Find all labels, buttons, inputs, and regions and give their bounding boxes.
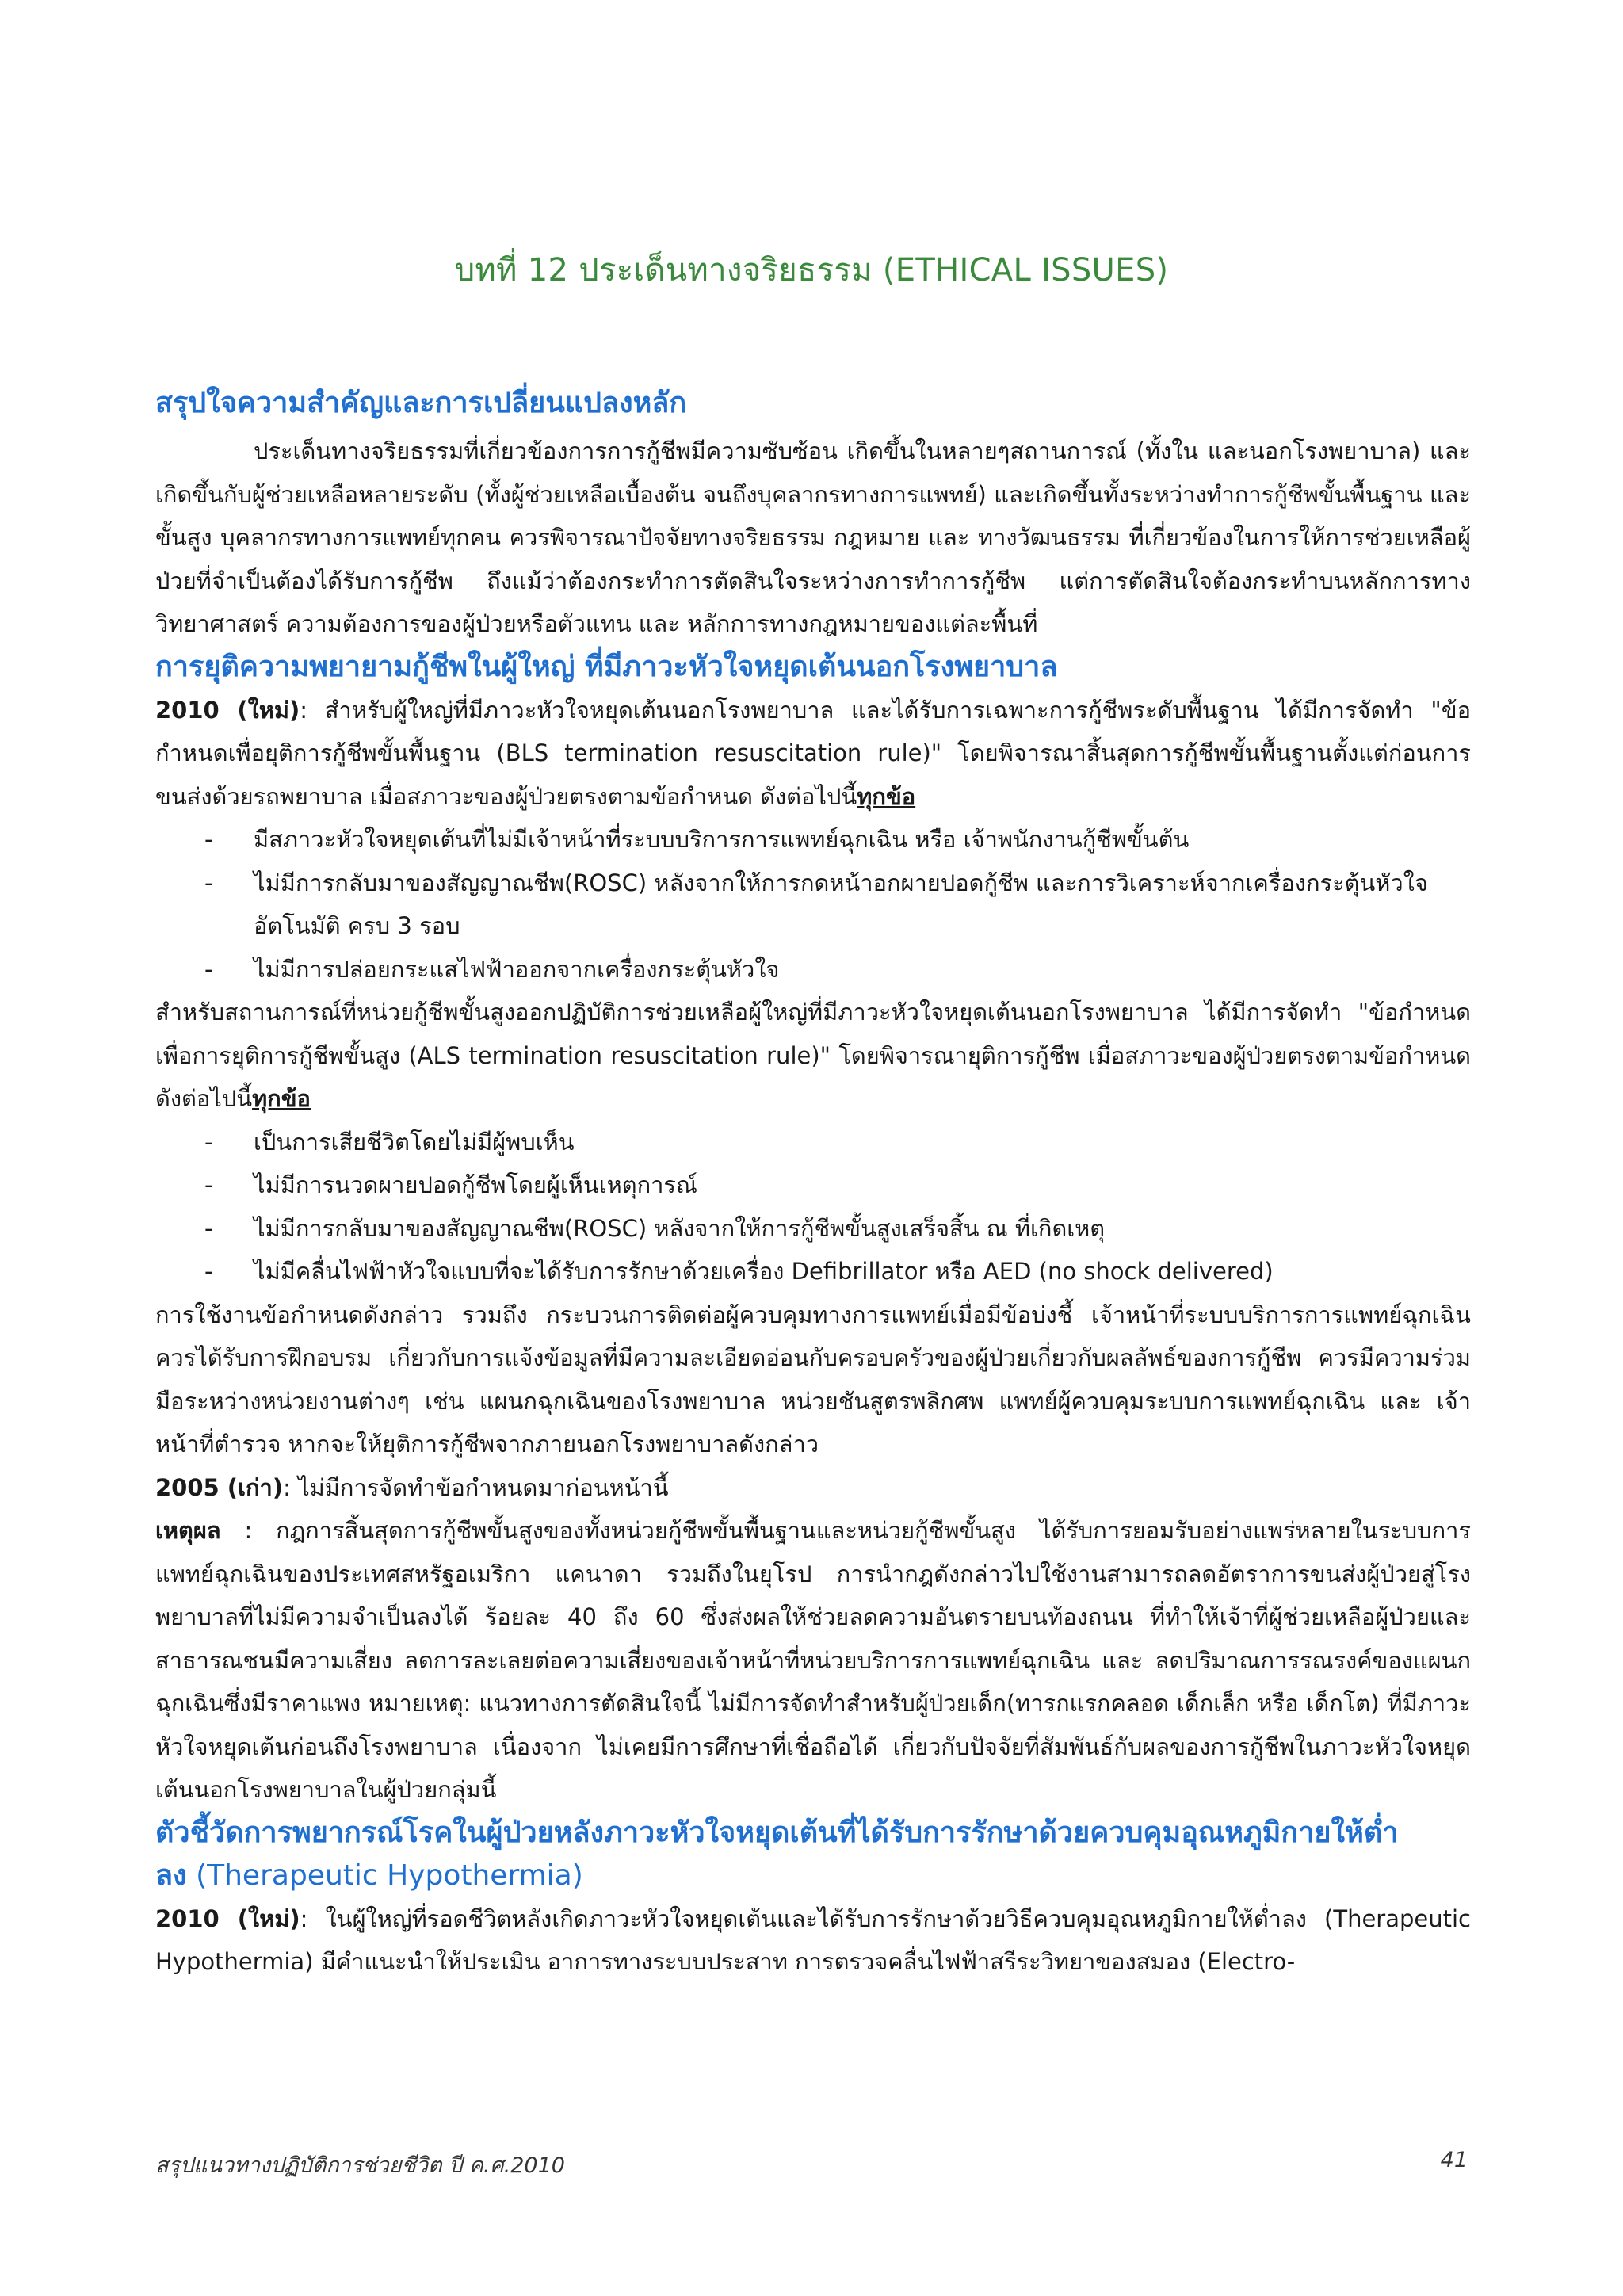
list-dash: -	[204, 955, 213, 983]
als-criteria-list	[155, 1121, 1471, 1293]
list-item: - ไม่มีการกลับมาของสัญญาณชีพ(ROSC) หลังจากให้การกู้ชีพขั้นสูงเสร็จสิ้น ณ ที่เกิดเหตุ	[155, 1207, 1471, 1251]
hypothermia-paragraph: 2010 (ใหม่): ในผู้ใหญ่ที่รอดชีวิตหลังเกิดภาวะหัวใจหยุดเต้นและได้รับการรักษาด้วยวิธีควบคุมอุณหภูมิกายให้ต่ำลง (Therapeutic Hypothermia) มีคำแนะนำให้ประเมิน อาการทางระบบประสาท การตรวจคลื่นไฟฟ้าสรีระวิทยาของสมอง (Electro-	[155, 1904, 1471, 1975]
all-criteria-emphasis: ทุกข้อ	[252, 1085, 311, 1112]
als-rule-paragraph	[155, 991, 1471, 1121]
list-item: - ไม่มีการปล่อยกระแสไฟฟ้าออกจากเครื่องกระตุ้นหัวใจ	[155, 948, 1471, 991]
list-dash: -	[204, 1214, 213, 1242]
bls-rule-paragraph	[155, 689, 1471, 819]
page-body	[155, 382, 1471, 1984]
old-2005-paragraph: 2005 (เก่า): ไม่มีการจัดทำข้อกำหนดมาก่อนหน้านี้	[155, 1473, 669, 1501]
old-2005-label: 2005 (เก่า)	[155, 1473, 284, 1501]
all-criteria-emphasis: ทุกข้อ	[857, 782, 916, 810]
list-dash: -	[204, 869, 213, 896]
section-heading-prognosis: ตัวชี้วัดการพยากรณ์โรคในผู้ป่วยหลังภาวะหัวใจหยุดเต้นที่ได้รับการรักษาด้วยควบคุมอุณหภูมิกายให้ต่ำ ลง (Therapeutic Hypothermia)	[155, 1816, 1399, 1892]
list-item: - เป็นการเสียชีวิตโดยไม่มีผู้พบเห็น	[155, 1121, 1471, 1164]
list-item: - ไม่มีการกลับมาของสัญญาณชีพ(ROSC) หลังจากให้การกดหน้าอกผายปอดกู้ชีพ และการวิเคราะห์จากเครื่องกระตุ้นหัวใจอัตโนมัติ ครบ 3 รอบ	[155, 861, 1471, 948]
bls-rule-text: : สำหรับผู้ใหญ่ที่มีภาวะหัวใจหยุดเต้นนอกโรงพยาบาล และได้รับการเฉพาะการกู้ชีพระดับพื้นฐาน ได้มีการจัดทำ "ข้อกำหนดเพื่อยุติการกู้ชีพขั้นพื้นฐาน (BLS termination resuscitation rule)" โดยพิจารณาสิ้นสุดการกู้ชีพขั้นพื้นฐานตั้งแต่ก่อนการขนส่งด้วยรถพยาบาล เมื่อสภาวะของผู้ป่วยตรงตามข้อกำหนด ดังต่อไปนี้	[155, 696, 1471, 810]
footer-book-title: สรุปแนวทางปฏิบัติการช่วยชีวิต ปี ค.ศ.2010	[155, 2153, 565, 2178]
list-dash: -	[204, 1258, 213, 1285]
rationale-paragraph: เหตุผล : กฎการสิ้นสุดการกู้ชีพขั้นสูงของทั้งหน่วยกู้ชีพขั้นพื้นฐานและหน่วยกู้ชีพขั้นสูง ได้รับการยอมรับอย่างแพร่หลายในระบบการแพทย์ฉุกเฉินของประเทศสหรัฐอเมริกา แคนาดา รวมถึงในยุโรป การนำกฎดังกล่าวไปใช้งานสามารถลดอัตราการขนส่งผู้ป่วยสู่โรงพยาบาลที่ไม่มีความจำเป็นลงได้ ร้อยละ 40 ถึง 60 ซึ่งส่งผลให้ช่วยลดความอันตรายบนท้องถนน ที่ทำให้เจ้าที่ผู้ช่วยเหลือผู้ป่วยและสาธารณชนมีความเสี่ยง ลดการละเลยต่อความเสี่ยงของเจ้าหน้าที่หน่วยบริการการแพทย์ฉุกเฉิน และ ลดปริมาณการรณรงค์ของแผนกฉุกเฉินซึ่งมีราคาแพง หมายเหตุ: แนวทางการตัดสินใจนี้ ไม่มีการจัดทำสำหรับผู้ป่วยเด็ก(ทารกแรกคลอด เด็กเล็ก หรือ เด็กโต) ที่มีภาวะหัวใจหยุดเต้นก่อนถึงโรงพยาบาล เนื่องจาก ไม่เคยมีการศึกษาที่เชื่อถือได้ เกี่ยวกับปัจจัยที่สัมพันธ์กับผลของการกู้ชีพในภาวะหัวใจหยุดเต้นนอกโรงพยาบาลในผู้ป่วยกลุ่มนี้	[155, 1517, 1471, 1803]
section-heading-summary: สรุปใจความสำคัญและการเปลี่ยนแปลงหลัก	[155, 387, 687, 419]
list-item: - ไม่มีการนวดผายปอดกู้ชีพโดยผู้เห็นเหตุการณ์	[155, 1163, 1471, 1207]
new-2010-label: 2010 (ใหม่)	[155, 696, 300, 724]
new-2010-label: 2010 (ใหม่)	[155, 1904, 300, 1932]
list-dash: -	[204, 1128, 213, 1156]
list-dash: -	[204, 1171, 213, 1198]
rationale-label: เหตุผล	[155, 1517, 221, 1544]
chapter-title: บทที่ 12 ประเด็นทางจริยธรรม (ETHICAL ISSUES)	[454, 252, 1169, 288]
footer-page-number: 41	[1440, 2148, 1468, 2172]
list-item: - ไม่มีคลื่นไฟฟ้าหัวใจแบบที่จะได้รับการรักษาด้วยเครื่อง Defibrillator หรือ AED (no shock delivered)	[155, 1250, 1471, 1293]
list-dash: -	[204, 826, 213, 853]
usage-paragraph: การใช้งานข้อกำหนดดังกล่าว รวมถึง กระบวนการติดต่อผู้ควบคุมทางการแพทย์เมื่อมีข้อบ่งชี้ เจ้าหน้าที่ระบบบริการการแพทย์ฉุกเฉินควรได้รับการฝึกอบรม เกี่ยวกับการแจ้งข้อมูลที่มีความละเอียดอ่อนกับครอบครัวของผู้ป่วยเกี่ยวกับผลลัพธ์ของการกู้ชีพ ควรมีความร่วมมือระหว่างหน่วยงานต่างๆ เช่น แผนกฉุกเฉินของโรงพยาบาล หน่วยชันสูตรพลิกศพ แพทย์ผู้ควบคุมระบบการแพทย์ฉุกเฉิน และ เจ้าหน้าที่ตำรวจ หากจะให้ยุติการกู้ชีพจากภายนอกโรงพยาบาลดังกล่าว	[155, 1301, 1471, 1457]
section-heading-termination: การยุติความพยายามกู้ชีพในผู้ใหญ่ ที่มีภาวะหัวใจหยุดเต้นนอกโรงพยาบาล	[155, 650, 1058, 683]
summary-paragraph: ประเด็นทางจริยธรรมที่เกี่ยวข้องการการกู้ชีพมีความซับซ้อน เกิดขึ้นในหลายๆสถานการณ์ (ทั้งใน และนอกโรงพยาบาล) และเกิดขึ้นกับผู้ช่วยเหลือหลายระดับ (ทั้งผู้ช่วยเหลือเบื้องต้น จนถึงบุคลากรทางการแพทย์) และเกิดขึ้นทั้งระหว่างทำการกู้ชีพขั้นพื้นฐาน และขั้นสูง บุคลากรทางการแพทย์ทุกคน ควรพิจารณาปัจจัยทางจริยธรรม กฎหมาย และ ทางวัฒนธรรม ที่เกี่ยวข้องในการให้การช่วยเหลือผู้ป่วยที่จำเป็นต้องได้รับการกู้ชีพ ถึงแม้ว่าต้องกระทำการตัดสินใจระหว่างการทำการกู้ชีพ แต่การตัดสินใจต้องกระทำบนหลักการทางวิทยาศาสตร์ ความต้องการของผู้ป่วยหรือตัวแทน และ หลักการทางกฎหมายของแต่ละพื้นที่	[155, 437, 1471, 637]
als-rule-text: สำหรับสถานการณ์ที่หน่วยกู้ชีพขั้นสูงออกปฏิบัติการช่วยเหลือผู้ใหญ่ที่มีภาวะหัวใจหยุดเต้นนอกโรงพยาบาล ได้มีการจัดทำ "ข้อกำหนดเพื่อการยุติการกู้ชีพขั้นสูง (ALS termination resuscitation rule)" โดยพิจารณายุติการกู้ชีพ เมื่อสภาวะของผู้ป่วยตรงตามข้อกำหนด ดังต่อไปนี้	[155, 999, 1471, 1112]
bls-criteria-list	[155, 818, 1471, 991]
list-item: - มีสภาวะหัวใจหยุดเต้นที่ไม่มีเจ้าหน้าที่ระบบบริการการแพทย์ฉุกเฉิน หรือ เจ้าพนักงานกู้ชีพขั้นต้น	[155, 818, 1471, 861]
